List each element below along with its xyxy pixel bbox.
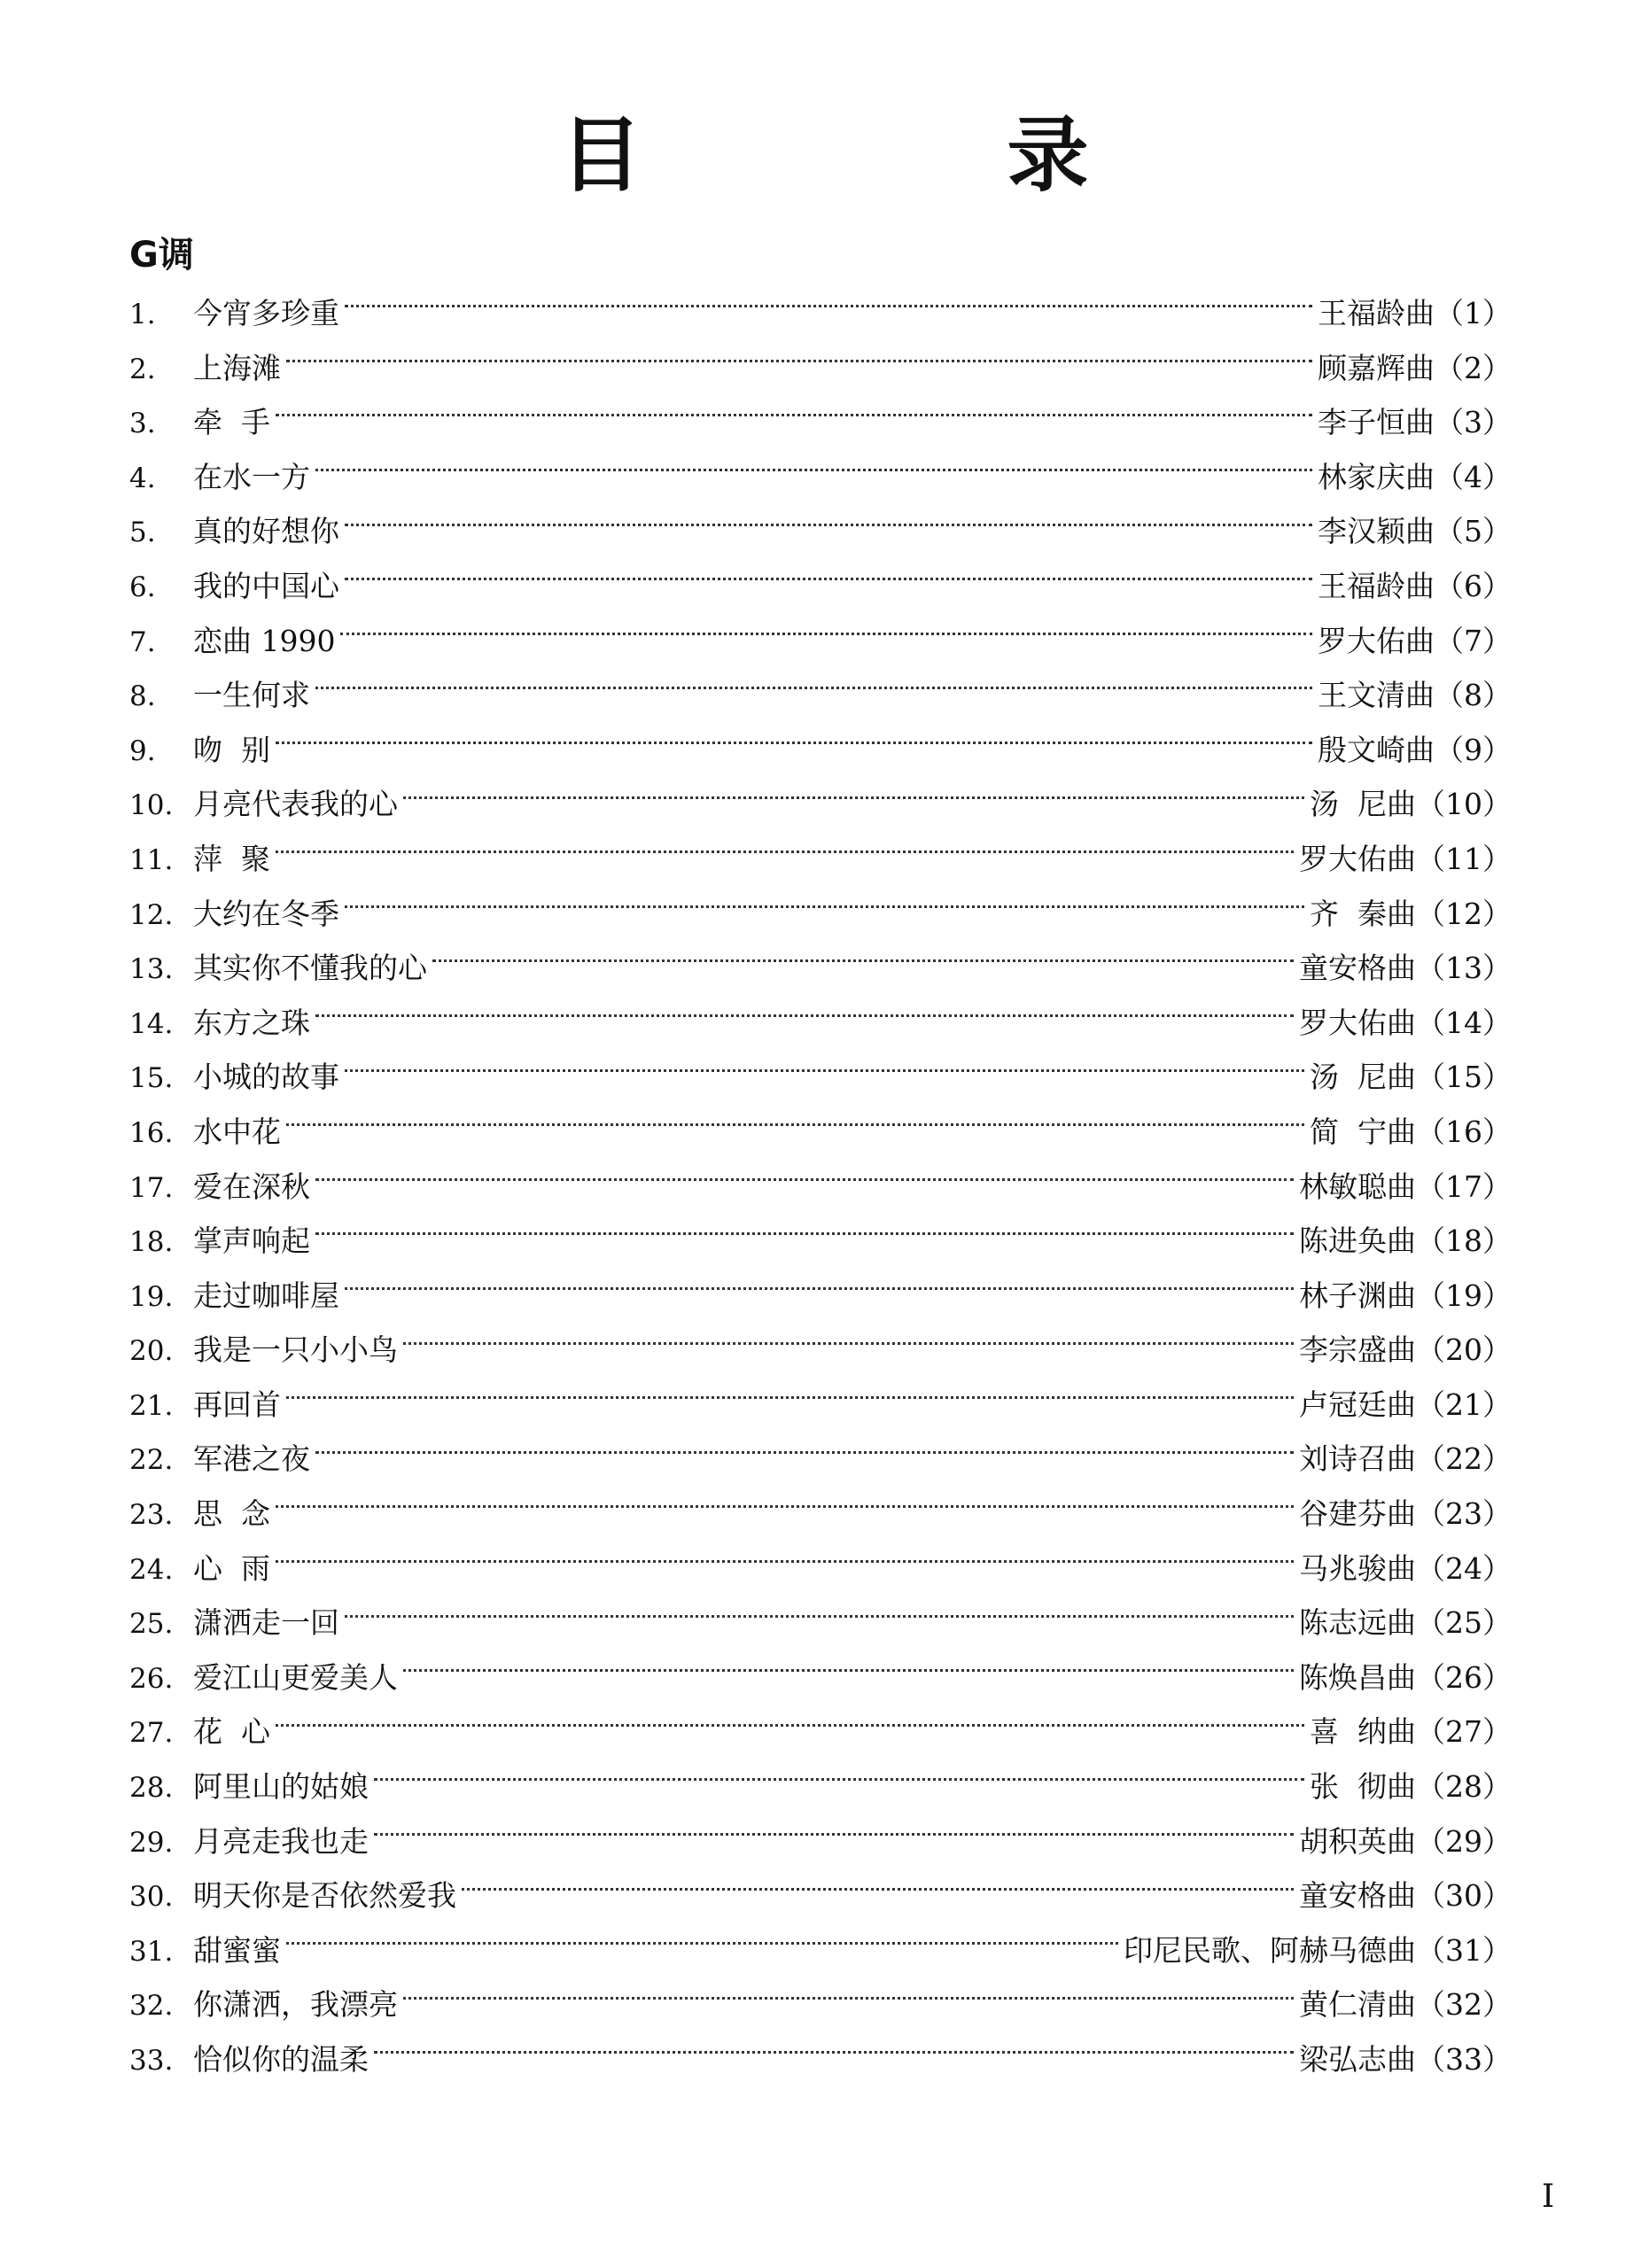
toc-entry[interactable] [129,1160,1512,1215]
toc-entry-title: 牵 手 [193,405,270,440]
toc-entry-title: 在水一方 [193,459,310,494]
toc-entry-page: （7） [1435,623,1512,658]
toc-entry-number: 17. [129,1171,174,1204]
toc-entry-composer: 简 宁曲 [1310,1114,1416,1149]
toc-entry-number: 26. [129,1662,174,1695]
toc-entry-title: 心 雨 [193,1550,270,1586]
toc-entry-page: （33） [1416,2042,1512,2077]
toc-entry-title: 军港之夜 [193,1441,310,1477]
toc-entry[interactable] [129,1596,1512,1651]
toc-entry-composer: 陈进奂曲 [1299,1223,1416,1259]
toc-entry-composer: 印尼民歌、阿赫马德曲 [1124,1932,1416,1968]
toc-entry-composer: 林敏聪曲 [1299,1169,1416,1204]
toc-entry-number: 18. [129,1226,174,1259]
toc-entry-number: 1. [129,299,156,330]
toc-entry-page: （23） [1416,1496,1512,1532]
toc-entry-composer: 汤 尼曲 [1310,1060,1416,1095]
toc-entry-title: 花 心 [193,1714,270,1750]
toc-entry-page: （14） [1416,1005,1512,1040]
toc-entry-title: 再回首 [193,1386,281,1422]
toc-entry-composer: 王福龄曲 [1318,296,1435,330]
toc-entry-page: （15） [1416,1060,1512,1095]
toc-entry-title: 走过咖啡屋 [193,1278,339,1313]
toc-entry-page: （1） [1435,296,1512,330]
toc-entry-page: （28） [1416,1769,1512,1805]
toc-entry-composer: 齐 秦曲 [1310,896,1416,931]
toc-entry-composer: 殷文崎曲 [1318,732,1435,767]
dot-leader [345,1287,1294,1290]
toc-entry-composer: 李宗盛曲 [1299,1332,1416,1368]
toc-entry-number: 25. [129,1608,174,1641]
toc-entry-page: （17） [1416,1169,1512,1204]
toc-entry-number: 13. [129,953,174,986]
toc-entry-title: 思 念 [193,1496,270,1532]
toc-entry[interactable] [129,1868,1512,1923]
toc-entry-composer: 卢冠廷曲 [1299,1386,1416,1422]
toc-entry-title: 今宵多珍重 [193,296,339,330]
toc-entry-title: 东方之珠 [193,1005,310,1040]
toc-entry[interactable] [129,395,1512,450]
toc-entry-composer: 罗大佑曲 [1299,1005,1416,1040]
page-title: 目 录 [560,108,1257,203]
toc-entry-title: 你潇洒，我漂亮 [193,1987,398,2023]
toc-entry-composer: 汤 尼曲 [1310,787,1416,822]
toc-entry-number: 5. [129,517,156,549]
toc-entry-title: 真的好想你 [193,514,339,549]
toc-entry-page: （3） [1435,405,1512,440]
toc-entry-number: 6. [129,571,156,603]
toc-entry[interactable] [129,777,1512,832]
toc-entry-composer: 林子渊曲 [1299,1278,1416,1313]
toc-entry-number: 2. [129,353,156,385]
toc-entry[interactable] [129,1923,1512,1978]
dot-leader [462,1888,1294,1891]
toc-entry-number: 23. [129,1499,174,1532]
toc-entry-number: 21. [129,1389,174,1422]
toc-entry-title: 上海滩 [193,350,281,385]
section-heading: G调 [129,235,194,276]
toc-entry[interactable] [129,1050,1512,1105]
toc-entry-composer: 马兆骏曲 [1299,1550,1416,1586]
toc-entry-number: 3. [129,408,156,440]
toc-entry[interactable] [129,1323,1512,1378]
toc-entry-page: （31） [1416,1932,1512,1968]
toc-entry[interactable] [129,1487,1512,1542]
dot-leader [374,1778,1304,1781]
toc-entry-title: 一生何求 [193,678,310,713]
toc-entry-page: （25） [1416,1605,1512,1641]
toc-entry-number: 22. [129,1444,174,1477]
toc-entry-title: 其实你不懂我的心 [193,951,427,986]
dot-leader [345,305,1312,307]
toc-entry-page: （10） [1416,787,1512,822]
toc-entry-page: （13） [1416,951,1512,986]
toc-entry[interactable] [129,614,1512,669]
toc-entry-title: 水中花 [193,1114,281,1149]
toc-entry[interactable] [129,723,1512,778]
toc-entry-title: 萍 聚 [193,841,270,876]
toc-entry-page: （27） [1416,1714,1512,1750]
dot-leader [403,1997,1294,2000]
dot-leader [315,469,1312,471]
toc-entry-composer: 罗大佑曲 [1299,841,1416,876]
toc-entry[interactable] [129,1214,1512,1269]
toc-entry-title: 爱江山更爱美人 [193,1659,398,1695]
toc-entry-page: （5） [1435,514,1512,549]
toc-entry-number: 31. [129,1935,174,1968]
toc-entry-composer: 王文清曲 [1318,678,1435,713]
toc-entry[interactable] [129,887,1512,942]
toc-entry-number: 27. [129,1717,174,1750]
toc-entry-page: （30） [1416,1878,1512,1914]
toc-entry[interactable] [129,1651,1512,1705]
dot-leader [286,1942,1118,1945]
dot-leader [345,524,1312,526]
toc-entry[interactable] [129,668,1512,723]
toc-entry[interactable] [129,1759,1512,1814]
toc-list [129,286,1512,2087]
toc-entry-page: （18） [1416,1223,1512,1259]
toc-entry-page: （16） [1416,1114,1512,1149]
toc-entry-number: 7. [129,625,156,658]
toc-entry-composer: 林家庆曲 [1318,459,1435,494]
dot-leader [276,1505,1294,1508]
toc-entry-composer: 胡积英曲 [1299,1823,1416,1859]
dot-leader [403,796,1304,799]
dot-leader [345,578,1312,580]
toc-entry[interactable] [129,1269,1512,1324]
dot-leader [340,633,1312,635]
toc-entry[interactable] [129,832,1512,887]
toc-entry-title: 我的中国心 [193,568,339,603]
toc-entry-composer: 王福龄曲 [1318,568,1435,603]
toc-entry-page: （21） [1416,1386,1512,1422]
toc-entry-composer: 喜 纳曲 [1310,1714,1416,1750]
toc-entry-title: 甜蜜蜜 [193,1932,281,1968]
toc-entry-title: 吻 别 [193,732,270,767]
dot-leader [345,1615,1294,1618]
toc-entry-composer: 黄仁清曲 [1299,1987,1416,2023]
toc-entry[interactable] [129,1105,1512,1160]
toc-entry-number: 30. [129,1881,174,1914]
dot-leader [276,1724,1304,1727]
dot-leader [315,1014,1294,1017]
toc-entry-title: 潇洒走一回 [193,1605,339,1641]
toc-entry-title: 月亮代表我的心 [193,787,398,822]
dot-leader [315,687,1312,689]
toc-entry-number: 32. [129,1990,174,2023]
toc-entry-composer: 梁弘志曲 [1299,2042,1416,2077]
toc-entry-composer: 谷建芬曲 [1299,1496,1416,1532]
dot-leader [286,1396,1294,1399]
toc-entry-composer: 童安格曲 [1299,951,1416,986]
toc-entry-page: （11） [1416,841,1512,876]
dot-leader [374,1833,1294,1836]
toc-entry-composer: 刘诗召曲 [1299,1441,1416,1477]
toc-entry-number: 28. [129,1772,174,1805]
toc-entry-page: （26） [1416,1659,1512,1695]
toc-entry-title: 阿里山的姑娘 [193,1769,369,1805]
toc-entry-page: （29） [1416,1823,1512,1859]
toc-entry-title: 我是一只小小鸟 [193,1332,398,1368]
toc-entry[interactable] [129,1542,1512,1596]
dot-leader [432,959,1294,962]
toc-entry-title: 月亮走我也走 [193,1823,369,1859]
dot-leader [276,850,1294,853]
toc-entry-composer: 罗大佑曲 [1318,623,1435,658]
toc-entry-title: 小城的故事 [193,1060,339,1095]
dot-leader [286,360,1312,362]
toc-entry[interactable] [129,1378,1512,1433]
toc-entry-number: 20. [129,1335,174,1368]
toc-entry-number: 19. [129,1280,174,1313]
toc-entry-title: 大约在冬季 [193,896,339,931]
dot-leader [403,1342,1294,1345]
toc-entry[interactable] [129,1705,1512,1759]
toc-entry-page: （8） [1435,678,1512,713]
dot-leader [276,1560,1294,1563]
dot-leader [315,1178,1294,1181]
toc-entry-number: 24. [129,1553,174,1586]
toc-entry-composer: 顾嘉辉曲 [1318,350,1435,385]
toc-entry-number: 16. [129,1116,174,1149]
toc-entry-number: 10. [129,789,174,822]
toc-entry-page: （22） [1416,1441,1512,1477]
toc-entry[interactable] [129,1814,1512,1869]
toc-entry-number: 11. [129,843,174,876]
toc-entry-number: 12. [129,898,174,931]
dot-leader [345,905,1304,908]
toc-entry-number: 33. [129,2045,174,2077]
toc-entry[interactable] [129,341,1512,396]
dot-leader [276,414,1312,416]
toc-entry-page: （4） [1435,459,1512,494]
dot-leader [345,1069,1304,1072]
toc-entry-page: （12） [1416,896,1512,931]
toc-entry-page: （20） [1416,1332,1512,1368]
toc-entry-page: （19） [1416,1278,1512,1313]
toc-entry-composer: 李子恒曲 [1318,405,1435,440]
toc-entry-number: 14. [129,1007,174,1040]
toc-entry-page: （32） [1416,1987,1512,2023]
toc-entry-title: 恰似你的温柔 [193,2042,369,2077]
toc-entry-composer: 李汉颖曲 [1318,514,1435,549]
dot-leader [315,1451,1294,1454]
toc-entry-page: （2） [1435,350,1512,385]
toc-entry[interactable] [129,559,1512,614]
toc-entry-title: 掌声响起 [193,1223,310,1259]
toc-entry[interactable] [129,286,1512,341]
toc-entry-page: （6） [1435,568,1512,603]
dot-leader [374,2051,1294,2054]
toc-entry-composer: 陈志远曲 [1299,1605,1416,1641]
toc-entry[interactable] [129,996,1512,1051]
toc-entry[interactable] [129,2032,1512,2087]
dot-leader [276,742,1312,744]
dot-leader [315,1232,1294,1235]
toc-entry[interactable] [129,941,1512,996]
toc-entry[interactable] [129,1977,1512,2032]
toc-entry-number: 8. [129,680,156,713]
page-number: I [1542,2179,1555,2215]
toc-entry[interactable] [129,504,1512,559]
toc-entry-number: 9. [129,734,156,767]
toc-entry-composer: 童安格曲 [1299,1878,1416,1914]
toc-entry-title: 恋曲 1990 [193,623,336,658]
dot-leader [286,1123,1304,1126]
toc-entry-composer: 张 彻曲 [1310,1769,1416,1805]
toc-entry[interactable] [129,1432,1512,1487]
toc-entry-page: （9） [1435,732,1512,767]
toc-entry-title: 爱在深秋 [193,1169,310,1204]
toc-entry-title: 明天你是否依然爱我 [193,1878,456,1914]
toc-entry-number: 15. [129,1062,174,1095]
toc-entry-number: 29. [129,1826,174,1859]
toc-entry-number: 4. [129,462,156,494]
dot-leader [403,1669,1294,1672]
toc-entry[interactable] [129,450,1512,505]
toc-entry-composer: 陈焕昌曲 [1299,1659,1416,1695]
toc-entry-page: （24） [1416,1550,1512,1586]
